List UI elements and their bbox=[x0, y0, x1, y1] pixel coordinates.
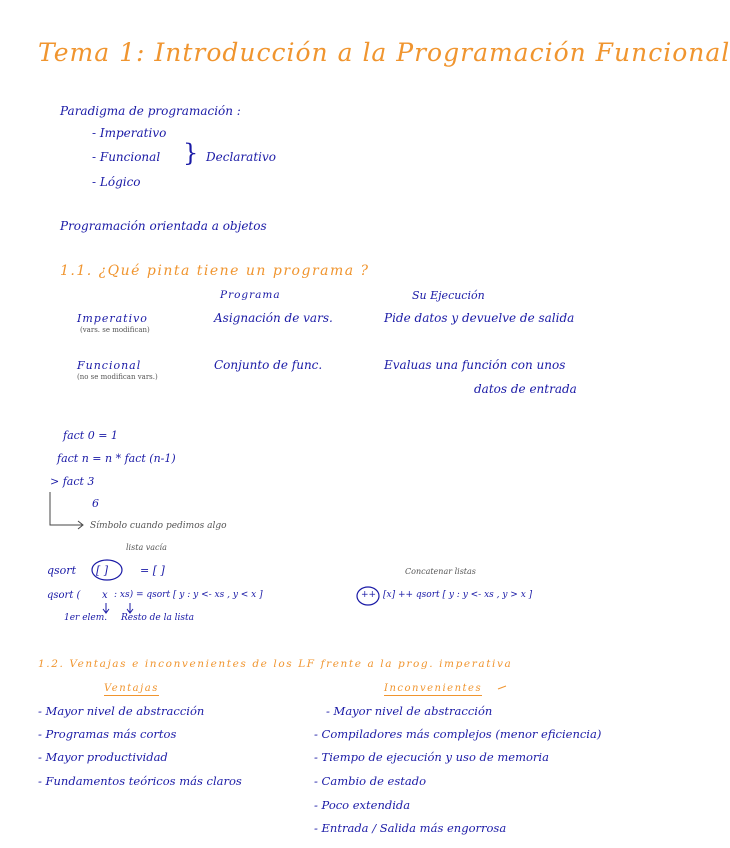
first-elem-note: 1er elem. bbox=[64, 613, 108, 623]
functional-label: Funcional bbox=[77, 359, 142, 372]
oop-line: Programación orientada a objetos bbox=[60, 219, 267, 233]
concat-circle bbox=[357, 587, 379, 605]
functional-execution-line2: datos de entrada bbox=[474, 382, 577, 396]
functional-execution-line1: Evaluas una función con unos bbox=[384, 358, 566, 372]
qsort-line2-c: [x] ++ qsort [ y : y <- xs , y > x ] bbox=[383, 590, 533, 600]
disadvantage-item: - Mayor nivel de abstracción bbox=[326, 704, 493, 718]
advantage-item: - Fundamentos teóricos más claros bbox=[38, 774, 242, 788]
functional-program: Conjunto de func. bbox=[214, 358, 323, 372]
fact-result: 6 bbox=[92, 497, 99, 510]
rest-note: Resto de la lista bbox=[121, 613, 195, 623]
disadvantage-item: - Compiladores más complejos (menor eficiencia) bbox=[314, 727, 602, 741]
prompt-note: Símbolo cuando pedimos algo bbox=[90, 521, 227, 531]
advantage-item: - Mayor nivel de abstracción bbox=[38, 704, 205, 718]
section-1-2-heading: 1.2. Ventajas e inconvenientes de los LF frente a la prog. imperativa bbox=[38, 658, 513, 670]
paradigm-item-imperative: - Imperativo bbox=[92, 126, 167, 140]
fact-line-1: fact 0 = 1 bbox=[63, 429, 118, 442]
qsort-empty-list-box: [ ] bbox=[96, 564, 109, 577]
col-program-header: Programa bbox=[220, 289, 281, 301]
qsort-line1-right: = [ ] bbox=[140, 564, 165, 577]
disadvantage-item: - Poco extendida bbox=[314, 798, 411, 812]
col-execution-header: Su Ejecución bbox=[412, 289, 485, 302]
paradigms-heading: Paradigma de programación : bbox=[60, 104, 241, 118]
imperative-label: Imperativo bbox=[77, 312, 148, 325]
imperative-note: (vars. se modifican) bbox=[80, 326, 150, 334]
section-1-1-heading: 1.1. ¿Qué pinta tiene un programa ? bbox=[60, 263, 370, 279]
fact-line-2: fact n = n * fact (n-1) bbox=[57, 452, 176, 465]
fact-line-3: > fact 3 bbox=[50, 475, 95, 488]
paradigm-item-functional: - Funcional bbox=[92, 150, 161, 164]
prompt-arrow bbox=[50, 492, 82, 525]
empty-list-circle bbox=[92, 560, 122, 580]
declarative-brace: } bbox=[183, 139, 199, 167]
functional-note: (no se modifican vars.) bbox=[77, 373, 158, 381]
page-title: Tema 1: Introducción a la Programación Funcional bbox=[38, 38, 730, 67]
qsort-line1-left: qsort bbox=[47, 564, 76, 577]
qsort-line2-a: qsort ( bbox=[47, 590, 81, 601]
disadvantage-item: - Cambio de estado bbox=[314, 774, 427, 788]
imperative-program: Asignación de vars. bbox=[214, 311, 333, 325]
concat-operator: ++ bbox=[361, 590, 377, 600]
disadvantage-item: - Tiempo de ejecución y uso de memoria bbox=[314, 750, 549, 764]
qsort-line2-b: : xs) = qsort [ y : y <- xs , y < x ] bbox=[114, 590, 263, 600]
inconvenientes-mark bbox=[498, 686, 506, 689]
disadvantage-item: - Entrada / Salida más engorrosa bbox=[314, 821, 507, 835]
disadvantages-title-text: Inconvenientes bbox=[384, 683, 483, 694]
brace-label: Declarativo bbox=[206, 150, 276, 164]
advantages-title-text: Ventajas bbox=[104, 683, 159, 694]
paradigm-item-logic: - Lógico bbox=[92, 175, 141, 189]
qsort-line2-x: x bbox=[102, 590, 108, 601]
imperative-execution: Pide datos y devuelve de salida bbox=[384, 311, 575, 325]
concat-note: Concatenar listas bbox=[405, 567, 476, 576]
advantage-item: - Mayor productividad bbox=[38, 750, 168, 764]
advantage-item: - Programas más cortos bbox=[38, 727, 177, 741]
empty-list-note: lista vacía bbox=[126, 543, 167, 552]
